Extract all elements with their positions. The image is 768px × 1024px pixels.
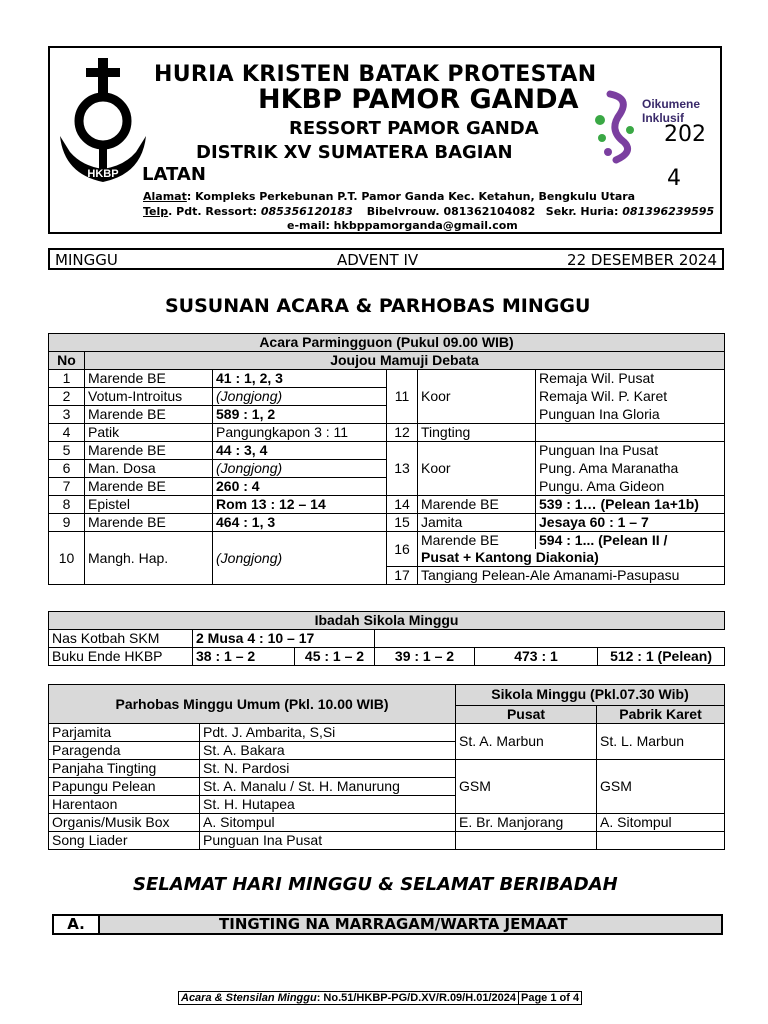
table-row: Nas Kotbah SKM 2 Musa 4 : 10 – 17 <box>49 630 725 648</box>
table-row: 4 Patik Pangungkapon 3 : 11 12 Tingting <box>49 424 725 442</box>
table-row: 1 Marende BE 41 : 1, 2, 3 11 Koor Remaja Wil. Pusat <box>49 370 725 388</box>
table-row: Song Liader Punguan Ina Pusat <box>49 832 725 850</box>
service-order-subtitle: Joujou Mamuji Debata <box>85 352 725 370</box>
address-line: Alamat: Kompleks Perkebunan P.T. Pamor Ganda Kec. Ketahun, Bengkulu Utara <box>143 190 636 203</box>
congregation-name: HKBP PAMOR GANDA <box>258 84 579 115</box>
service-order-table <box>48 333 725 585</box>
sunday-school-staff-title: Sikola Minggu (Pkl.07.30 Wib) <box>456 685 725 706</box>
table-row: Pusat + Kantong Diakonia) <box>49 549 725 567</box>
oikumene-inklusif-logo-icon <box>590 90 640 164</box>
sunday-info-bar <box>48 248 724 270</box>
table-row: Panjaha Tingting St. N. Pardosi GSM GSM <box>49 760 725 778</box>
table-row: 7 Marende BE 260 : 4 Pungu. Ama Gideon <box>49 478 725 496</box>
oikumene-badge-text: Oikumene Inklusif <box>642 97 701 125</box>
footer-number: : No.51/HKBP-PG/D.XV/R.09/H.01/2024 <box>317 992 519 1004</box>
table-row: Paragenda St. A. Bakara <box>49 742 725 760</box>
page-number: Page 1 of 4 <box>521 992 580 1004</box>
email-line: e-mail: hkbppamorganda@gmail.com <box>287 219 518 232</box>
year-top: 202 <box>664 122 706 147</box>
phone-line: Telp. Pdt. Ressort: 085356120183 Bibelvrouw. 081362104082 Sekr. Huria: 081396239595 <box>143 205 715 218</box>
year-bottom: 4 <box>667 166 681 191</box>
staff-table-title: Parhobas Minggu Umum (Pkl. 10.00 WIB) <box>49 685 456 724</box>
service-date: 22 DESEMBER 2024 <box>567 251 717 269</box>
closing-greeting: SELAMAT HARI MINGGU & SELAMAT BERIBADAH <box>133 874 618 895</box>
section-a-bar <box>52 914 723 935</box>
ressort-name: RESSORT PAMOR GANDA <box>289 118 539 139</box>
no-header: No <box>49 352 85 370</box>
service-staff-table <box>48 684 725 850</box>
table-row: 2 Votum-Introitus (Jongjong) Remaja Wil. P. Karet <box>49 388 725 406</box>
table-row: 3 Marende BE 589 : 1, 2 Punguan Ina Gloria <box>49 406 725 424</box>
table-row: Harentaon St. H. Hutapea <box>49 796 725 814</box>
table-row: 8 Epistel Rom 13 : 12 – 14 14 Marende BE 539 : 1… (Pelean 1a+1b) <box>49 496 725 514</box>
sunday-school-table <box>48 611 725 666</box>
table-row: 6 Man. Dosa (Jongjong) Pung. Ama Maranatha <box>49 460 725 478</box>
table-row: 5 Marende BE 44 : 3, 4 13 Koor Punguan Ina Pusat <box>49 442 725 460</box>
table-row: Papungu Pelean St. A. Manalu / St. H. Manurung <box>49 778 725 796</box>
table-row: Buku Ende HKBP 38 : 1 – 2 45 : 1 – 2 39 : 1 – 2 473 : 1 512 : 1 (Pelean) <box>49 648 725 666</box>
district-name: DISTRIK XV SUMATERA BAGIAN <box>196 142 513 163</box>
table-row: Parjamita Pdt. J. Ambarita, S,Si St. A. Marbun St. L. Marbun <box>49 724 725 742</box>
section-letter: A. <box>54 916 100 933</box>
column-pusat: Pusat <box>456 705 597 723</box>
church-name: HURIA KRISTEN BATAK PROTESTAN <box>154 62 597 87</box>
document-footer <box>178 991 582 1005</box>
sunday-label: MINGGU <box>55 251 118 269</box>
svg-text:HKBP: HKBP <box>87 168 119 180</box>
footer-label: Acara & Stensilan Minggu <box>181 992 317 1004</box>
liturgical-week: ADVENT IV <box>337 251 419 269</box>
table-row: 9 Marende BE 464 : 1, 3 15 Jamita Jesaya 60 : 1 – 7 <box>49 514 725 532</box>
sunday-school-title: Ibadah Sikola Minggu <box>49 612 725 630</box>
service-order-title: Acara Parmingguon (Pukul 09.00 WIB) <box>49 334 725 352</box>
table-row: 10 Mangh. Hap. (Jongjong) 16 Marende BE 594 : 1... (Pelean II / <box>49 532 725 550</box>
table-row: 17 Tangiang Pelean-Ale Amanami-Pasupasu <box>49 567 725 585</box>
district-name-continued: LATAN <box>142 164 206 185</box>
page-title: SUSUNAN ACARA & PARHOBAS MINGGU <box>165 295 591 317</box>
section-title: TINGTING NA MARRAGAM/WARTA JEMAAT <box>219 915 568 933</box>
table-row: Organis/Musik Box A. Sitompul E. Br. Manjorang A. Sitompul <box>49 814 725 832</box>
column-pabrik-karet: Pabrik Karet <box>597 705 725 723</box>
